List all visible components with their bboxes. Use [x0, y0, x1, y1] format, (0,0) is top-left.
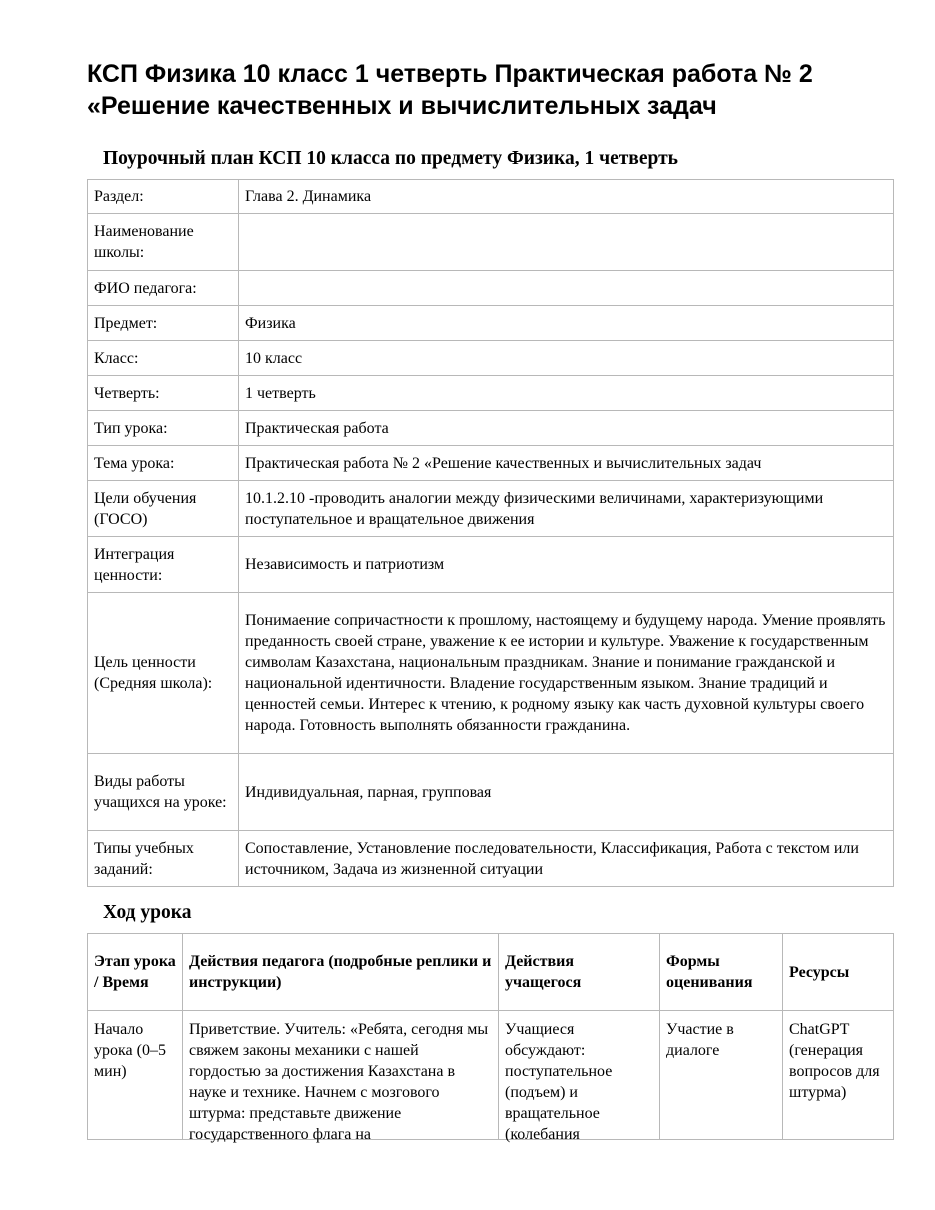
row-value-learning-goals: 10.1.2.10 -проводить аналогии между физическими величинами, характеризующими поступательное и вращательное движения [239, 481, 894, 537]
cell-resources-text: ChatGPT (генерация вопросов для штурма) [789, 1021, 880, 1101]
table-row [88, 411, 894, 446]
row-value-task-types: Сопоставление, Установление последовательности, Классификация, Работа с текстом или источником, Задача из жизненной ситуации [239, 831, 894, 887]
table-row [88, 754, 894, 831]
column-header-student-actions: Действия учащегося [499, 934, 660, 1011]
table-row [88, 341, 894, 376]
table-row [88, 214, 894, 271]
row-label-learning-goals: Цели обучения (ГОСО) [88, 481, 239, 537]
cell-assessment [660, 1011, 783, 1140]
table-row [88, 481, 894, 537]
row-value-section: Глава 2. Динамика [239, 180, 894, 214]
lesson-plan-table [87, 179, 894, 887]
page-title: КСП Физика 10 класс 1 четверть Практическая работа № 2 «Решение качественных и вычислительных задач [87, 60, 813, 120]
row-value-quarter: 1 четверть [239, 376, 894, 411]
table-row [88, 180, 894, 214]
cell-student-actions-text: Учащиеся обсуждают: поступательное (подъем) и вращательное (колебания [505, 1021, 613, 1143]
cell-student-actions [499, 1011, 660, 1143]
table-row [88, 1011, 894, 1140]
row-value-values-goal: Понимаение сопричастности к прошлому, настоящему и будущему народа. Умение проявлять преданность своей стране, уважение к ее истории и культуре. Уважение к государственным символам Казахстана, национальным праздникам. Знание и понимание гражданской и национальной идентичности. Владение государственным языком. Знание традиций и ценностей семьи. Интерес к чтению, к родному языку как часть духовной культуры своего народа. Готовность выполнять обязанности гражданина. [239, 593, 894, 754]
cell-stage [88, 1011, 183, 1140]
row-label-subject: Предмет: [88, 306, 239, 341]
row-value-values-integration: Независимость и патриотизм [239, 537, 894, 593]
table-row [88, 271, 894, 306]
row-value-school [239, 214, 894, 271]
row-value-topic: Практическая работа № 2 «Решение качественных и вычислительных задач [239, 446, 894, 481]
cell-stage-text: Начало урока (0–5 мин) [94, 1021, 166, 1080]
table-row [88, 376, 894, 411]
row-label-quarter: Четверть: [88, 376, 239, 411]
column-header-stage: Этап урока / Время [88, 934, 183, 1011]
table-row [88, 446, 894, 481]
row-label-teacher: ФИО педагога: [88, 271, 239, 306]
row-label-values-goal: Цель ценности (Средняя школа): [88, 593, 239, 754]
row-value-grade: 10 класс [239, 341, 894, 376]
table-header-row [88, 934, 894, 1011]
column-header-resources: Ресурсы [783, 934, 894, 1011]
row-value-subject: Физика [239, 306, 894, 341]
cell-resources [783, 1011, 894, 1140]
lesson-course-table [87, 933, 894, 1143]
cell-teacher-actions [183, 1011, 499, 1143]
table-row [88, 537, 894, 593]
cell-teacher-actions-text: Приветствие. Учитель: «Ребята, сегодня мы свяжем законы механики с нашей гордостью за достижения Казахстана в науке и технике. Начнем с мозгового штурма: представьте движение государственного флага на [189, 1021, 489, 1143]
row-label-section: Раздел: [88, 180, 239, 214]
table-row [88, 593, 894, 754]
row-label-grade: Класс: [88, 341, 239, 376]
row-label-task-types: Типы учебных заданий: [88, 831, 239, 887]
table-row [88, 831, 894, 887]
row-value-work-types: Индивидуальная, парная, групповая [239, 754, 894, 831]
row-value-lesson-type: Практическая работа [239, 411, 894, 446]
column-header-assessment: Формы оценивания [660, 934, 783, 1011]
lesson-plan-heading: Поурочный план КСП 10 класса по предмету Физика, 1 четверть [103, 148, 678, 169]
row-label-values-integration: Интеграция ценности: [88, 537, 239, 593]
row-label-topic: Тема урока: [88, 446, 239, 481]
table-row [88, 306, 894, 341]
row-label-work-types: Виды работы учащихся на уроке: [88, 754, 239, 831]
column-header-teacher-actions: Действия педагога (подробные реплики и инструкции) [183, 934, 499, 1011]
row-label-school: Наименование школы: [88, 214, 239, 271]
lesson-course-heading: Ход урока [103, 902, 192, 923]
row-value-teacher [239, 271, 894, 306]
cell-assessment-text: Участие в диалоге [666, 1021, 734, 1059]
row-label-lesson-type: Тип урока: [88, 411, 239, 446]
